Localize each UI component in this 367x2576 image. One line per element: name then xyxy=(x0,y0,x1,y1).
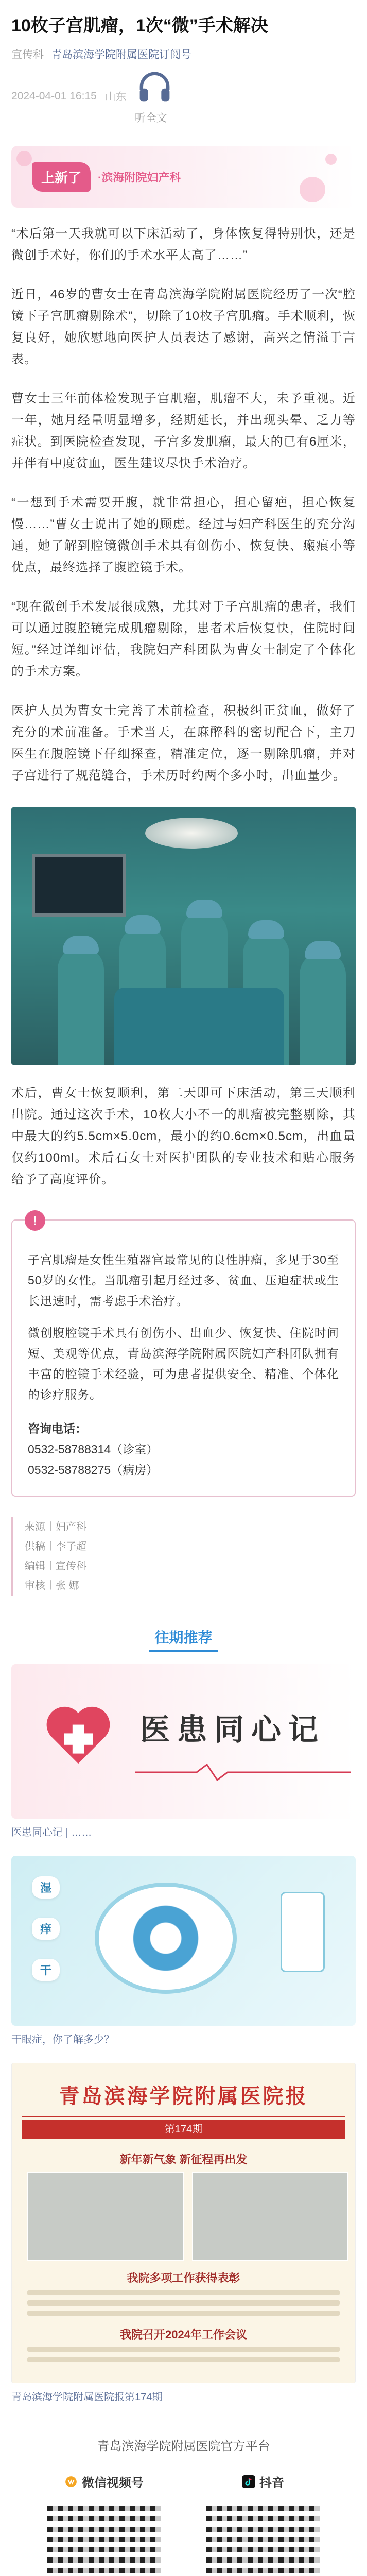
newspaper-text-line xyxy=(27,2311,340,2316)
staff-cap xyxy=(63,936,99,954)
article-header xyxy=(0,0,367,125)
douyin-qr-code[interactable] xyxy=(206,2501,320,2576)
article-paragraph: “术后第一天我就可以下床活动了，身体恢复得特别快，还是微创手术好，你们的手术水平太高了……” xyxy=(11,227,356,262)
petal-decoration xyxy=(300,177,325,202)
douyin-card xyxy=(191,2472,335,2576)
article-paragraph: “现在微创手术发展很成熟，尤其对于子宫肌瘤的患者，我们可以通过腹腔镜完成肌瘤剔除，患者术后恢复快，住院时间短。”经过详细评估，我院妇产科团队为曹女士制定了个体化的手术方案。 xyxy=(11,600,356,679)
newspaper-text-line xyxy=(27,2347,340,2352)
recommend-title: 往期推荐 xyxy=(149,1626,217,1652)
ecg-line-icon xyxy=(135,1762,351,1783)
heart-icon xyxy=(42,1700,114,1772)
publish-location: 山东 xyxy=(104,91,127,103)
contact-title: 咨询电话： xyxy=(28,1422,87,1435)
credit-line: 来源丨妇产科 xyxy=(25,1521,86,1533)
surgery-photo[interactable] xyxy=(11,807,356,1065)
article-title: 10枚子宫肌瘤，1次“微”手术解决 xyxy=(11,16,268,36)
wechat-qr-code[interactable] xyxy=(47,2501,161,2576)
newspaper-issue: 第174期 xyxy=(22,2120,345,2139)
follow-title: 青岛滨海学院附属医院官方平台 xyxy=(11,2436,356,2454)
recommend-section-title xyxy=(11,1626,356,1652)
credit-line: 审核丨张 娜 xyxy=(25,1580,79,1591)
surgical-drape xyxy=(114,988,284,1065)
promo-headline: 医患同心记 xyxy=(140,1713,326,1747)
newspaper-headline: 新年新气象 新征程再出发 xyxy=(119,2153,248,2166)
article-paragraph: 医护人员为曹女士完善了术前检查，积极纠正贫血，做好了充分的术前准备。手术当天，在麻醉科的密切配合下，主刀医生在腹腔镜下仔细探查，精准定位，逐一剔除肌瘤，并对子宫进行了规范缝合，手术历时约两个多小时，出血量少。 xyxy=(11,704,356,783)
phone-number-link[interactable]: 0532-58788275（病房） xyxy=(28,1463,159,1477)
article-paragraph: 术后，曹女士恢复顺利，第二天即可下床活动，第三天顺利出院。通过这次手术，10枚大小不一的肌瘤被完整剔除，其中最大的约5.5cm×5.0cm，最小的约0.6cm×0.5cm，出血量仅约100ml。术后石女士对医护团队的专业技术和贴心服务给予了高度评价。 xyxy=(11,1086,356,1187)
staff-figure xyxy=(300,952,346,1065)
newspaper-photo xyxy=(192,2172,348,2261)
symptom-tag: 干 xyxy=(32,1959,60,1981)
article-author: 宣传科 xyxy=(11,49,44,61)
newspaper-photo xyxy=(27,2172,184,2261)
symptom-tag: 痒 xyxy=(32,1918,60,1940)
newspaper-title: 青岛滨海学院附属医院报 xyxy=(59,2084,308,2108)
recommend-caption[interactable]: 医患同心记 | …… xyxy=(11,1827,92,1838)
staff-figure xyxy=(58,946,104,1065)
staff-cap xyxy=(125,915,161,934)
newspaper-text-line xyxy=(27,2357,340,2362)
qr-code-grid xyxy=(11,2472,356,2576)
newspaper-text-line xyxy=(27,2290,340,2295)
newspaper-text-line xyxy=(27,2300,340,2306)
credit-line: 编辑丨宣传科 xyxy=(25,1561,86,1572)
newspaper-headline: 我院多项工作获得表彰 xyxy=(127,2272,240,2284)
headphones-icon xyxy=(135,67,174,107)
staff-cap xyxy=(305,941,341,959)
tips-paragraph: 子宫肌瘤是女性生殖器官最常见的良性肿瘤，多见于30至50岁的女性。当肌瘤引起月经过多、贫血、压迫症状或生长迅速时，需考虑手术治疗。 xyxy=(28,1253,339,1308)
credits xyxy=(11,1517,356,1596)
douyin-title: 抖音 xyxy=(191,2472,335,2490)
petal-decoration xyxy=(325,154,337,165)
article-body xyxy=(0,146,367,2576)
phone-number-link[interactable]: 0532-58788314（诊室） xyxy=(28,1443,159,1456)
douyin-icon xyxy=(242,2475,255,2488)
tips-paragraph: 微创腹腔镜手术具有创伤小、出血少、恢复快、住院时间短、美观等优点，青岛滨海学院附属医院妇产科团队拥有丰富的腔镜手术经验，可为患者提供安全、精准、个体化的诊疗服务。 xyxy=(28,1326,339,1401)
listen-button[interactable] xyxy=(135,67,174,125)
account-name-link[interactable]: 青岛滨海学院附属医院订阅号 xyxy=(51,49,191,61)
tips-box xyxy=(11,1213,356,1497)
article-meta-row xyxy=(11,67,356,125)
article-paragraph: 近日，46岁的曹女士在青岛滨海学院附属医院经历了一次“腔镜下子宫肌瘤剔除术”，切除了10枚子宫肌瘤。手术顺利，恢复良好，她欣慰地向医护人员表达了感谢，高兴之情溢于言表。 xyxy=(11,287,356,366)
wechat-channels-icon xyxy=(64,2475,78,2488)
recommend-caption[interactable]: 干眼症，你了解多少？ xyxy=(11,2034,114,2045)
surgical-lamp xyxy=(145,818,238,849)
contact-info xyxy=(28,1418,339,1480)
symptom-tag: 湿 xyxy=(32,1876,60,1899)
listen-label: 听全文 xyxy=(134,112,167,124)
recommend-caption[interactable]: 青岛滨海学院附属医院报第174期 xyxy=(11,2392,163,2403)
newspaper-headline: 我院召开2024年工作会议 xyxy=(120,2328,247,2341)
article-paragraph: “一想到手术需要开腹，就非常担心，担心留疤，担心恢复慢……”曹女士说出了她的顾虑。经过与妇产科医生的充分沟通，她了解到腔镜微创手术具有创伤小、恢复快、瘢痕小等优点，最终选择了腹腔镜手术。 xyxy=(11,496,356,574)
publish-date: 2024-04-01 16:15 xyxy=(11,90,97,102)
recommend-card-2[interactable] xyxy=(11,1856,356,2026)
wechat-video-title: 微信视频号 xyxy=(32,2472,176,2490)
recommend-card-3[interactable] xyxy=(11,2063,356,2383)
credit-line: 供稿丨李子超 xyxy=(25,1541,86,1552)
article-paragraph: 曹女士三年前体检发现子宫肌瘤，肌瘤不大，未予重视。近一年，她月经量明显增多，经期延长，并出现头晕、乏力等症状。到医院检查发现，子宫多发肌瘤，最大的已有6厘米，并伴有中度贫血，医生建议尽快手术治疗。 xyxy=(11,392,356,470)
staff-cap xyxy=(248,920,284,939)
wechat-video-card xyxy=(32,2472,176,2576)
section-banner xyxy=(11,146,356,208)
recommend-card-1[interactable] xyxy=(11,1664,356,1819)
banner-subtitle: ·滨海附院妇产科 xyxy=(98,171,181,184)
petal-decoration xyxy=(16,151,32,166)
newspaper-masthead xyxy=(22,2074,345,2117)
alert-icon: ! xyxy=(25,1210,45,1231)
eye-drops-icon xyxy=(281,1892,325,1972)
article-meta xyxy=(11,46,356,62)
staff-cap xyxy=(186,900,222,918)
banner-badge: 上新了 xyxy=(32,162,91,192)
monitor-screen xyxy=(32,854,126,917)
eye-icon xyxy=(99,1887,233,1990)
